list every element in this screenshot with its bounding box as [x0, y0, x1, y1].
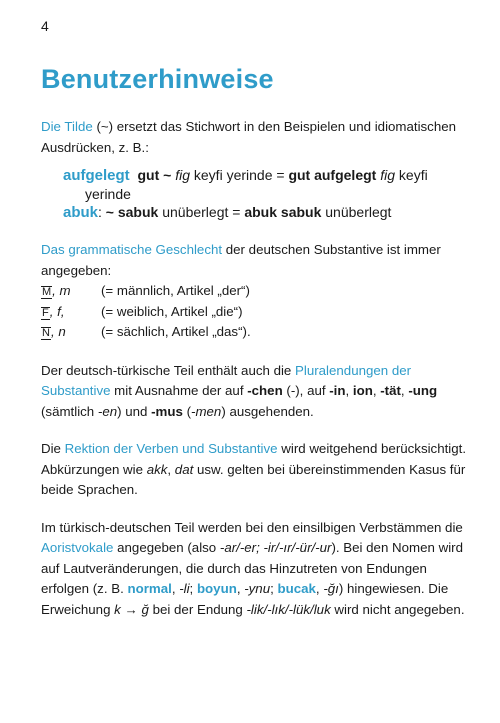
- gender-box: M: [42, 286, 52, 298]
- aorist-example-word: normal: [127, 581, 172, 596]
- gender-text: der deutschen Substantive ist immer angegeben:: [41, 242, 441, 278]
- gender-abbr: , f,: [49, 303, 65, 319]
- example-text: unüberlegt =: [158, 204, 245, 220]
- gender-box: F: [42, 306, 49, 319]
- aorist-endings: -lik/-lık/-lük/luk: [246, 601, 331, 617]
- example-text: :: [98, 204, 106, 220]
- gender-row-n: [41, 322, 473, 343]
- gender-abbr: , n: [50, 324, 66, 339]
- plural-text: ,: [400, 383, 409, 398]
- plural-ending: -chen: [247, 383, 283, 398]
- gender-list: [41, 281, 473, 343]
- example-text: keyfi: [395, 167, 428, 183]
- aorist-suffix: -ğı: [323, 581, 339, 596]
- aorist-text: ,: [171, 581, 180, 596]
- example-headword: aufgelegt: [63, 167, 130, 184]
- gender-paragraph: [41, 240, 473, 281]
- rektion-paragraph: [41, 439, 473, 501]
- plural-ending: -men: [191, 403, 222, 419]
- aorist-text: bei der Endung: [148, 601, 247, 617]
- aorist-text: wird nicht angegeben.: [330, 601, 465, 617]
- example-headword: abuk: [63, 204, 99, 221]
- plural-ending: -ung: [408, 383, 438, 398]
- gender-abbr: , m: [52, 283, 71, 298]
- rektion-text: wird weitgehend berücksichtigt. Abkürzungen wie: [41, 441, 467, 477]
- plural-ending: -en: [97, 403, 118, 419]
- tilde-paragraph: [41, 117, 473, 158]
- example-phrase: abuk sabuk: [244, 204, 322, 220]
- gender-term: Das grammatische Geschlecht: [41, 242, 223, 257]
- page-title: Benutzerhinweise: [41, 64, 274, 94]
- plural-text: (sämtlich: [41, 403, 98, 419]
- plural-ending: -tät: [380, 383, 401, 398]
- rektion-text: ,: [167, 461, 175, 477]
- example-text: unüberlegt: [321, 204, 392, 220]
- rektion-text: usw. gelten bei übereinstimmenden Kasus für beide Sprachen.: [41, 461, 466, 497]
- rektion-abbr: dat: [174, 461, 194, 477]
- plural-text: ,: [372, 383, 381, 398]
- plural-text: (-), auf: [282, 383, 330, 398]
- aorist-suffix: -li: [179, 581, 190, 596]
- content: [41, 117, 473, 620]
- plural-text: Der deutsch-türkische Teil enthält auch die: [41, 362, 296, 378]
- plural-ending: -in: [329, 383, 346, 398]
- plural-ending: ion: [352, 383, 373, 398]
- gender-desc: (= weiblich, Artikel „die“): [101, 303, 243, 319]
- plural-text: ) ausgehenden.: [221, 403, 314, 419]
- tilde-symbol: (~): [96, 119, 114, 134]
- plural-paragraph: [41, 361, 473, 423]
- example-abuk: [63, 203, 473, 222]
- page-number: 4: [41, 18, 49, 34]
- aorist-example-word: bucak: [277, 581, 316, 596]
- aorist-text: ,: [315, 581, 324, 596]
- plural-text: ,: [345, 383, 353, 398]
- example-text: keyfi yerinde =: [190, 167, 289, 183]
- example-phrase: gut ~: [137, 167, 172, 183]
- tilde-text: ersetzt das Stichwort in den Beispielen und idiomatischen Ausdrücken, z. B.:: [41, 119, 457, 155]
- aorist-example-word: boyun: [196, 581, 237, 596]
- plural-text: ) und: [117, 403, 152, 419]
- aorist-forms: -ar/-er; -ir/-ır/-ür/-ur: [219, 540, 332, 555]
- aorist-text: angegeben (also: [113, 540, 220, 555]
- rektion-text: Die: [41, 441, 65, 456]
- plural-text: (: [182, 403, 192, 419]
- example-label: fig: [380, 167, 396, 183]
- aorist-text: ,: [236, 581, 245, 596]
- rektion-abbr: akk: [146, 461, 168, 477]
- aorist-text: ). Bei den Nomen wird auf Lautveränderungen, die durch das Hinzutreten von Endungen erfolgen (z. B.: [41, 540, 463, 596]
- aorist-term: Aoristvokale: [41, 540, 114, 555]
- aorist-text: Im türkisch-deutschen Teil werden bei den einsilbigen Verbstämmen die: [41, 519, 463, 535]
- gender-desc: (= sächlich, Artikel „das“).: [101, 324, 251, 339]
- example-label: fig: [175, 167, 190, 183]
- aorist-paragraph: Im türkisch-deutschen Teil werden bei den einsilbigen Verbstämmen die Aoristvokale angegeben (also -ar/-er; -ir/-ır/-ür/-ur). Bei den Nomen wird auf Lautveränderungen, die durch das Hinzutreten von Endungen erfolgen (z. B. normal, -li; boyun, -ynu; bucak, -ğı) hingewiesen. Die Erweichung k → ğ bei der Endung -lik/-lık/-lük/luk wird nicht angegeben.: [41, 519, 465, 617]
- aorist-text: ) hingewiesen. Die Erweichung: [41, 581, 449, 617]
- gender-row-m: [41, 281, 473, 302]
- tilde-term: Die Tilde: [41, 119, 93, 134]
- tilde-examples: [41, 166, 473, 222]
- example-aufgelegt: [63, 166, 473, 185]
- example-phrase: ~ sabuk: [105, 204, 159, 220]
- plural-text: mit Ausnahme der auf: [110, 383, 248, 398]
- example-phrase: gut aufgelegt: [288, 167, 377, 183]
- rektion-term: Rektion der Verben und Substantive: [64, 441, 278, 456]
- aorist-suffix: -ynu: [244, 581, 271, 596]
- gender-row-f: [41, 302, 473, 323]
- plural-term: Pluralendungen der Substantive: [41, 362, 412, 398]
- example-continuation: yerinde: [85, 186, 131, 202]
- plural-ending: -mus: [151, 403, 183, 419]
- gender-box: N: [42, 327, 50, 339]
- aorist-softening: k → ğ: [114, 601, 149, 617]
- gender-desc: (= männlich, Artikel „der“): [101, 283, 250, 298]
